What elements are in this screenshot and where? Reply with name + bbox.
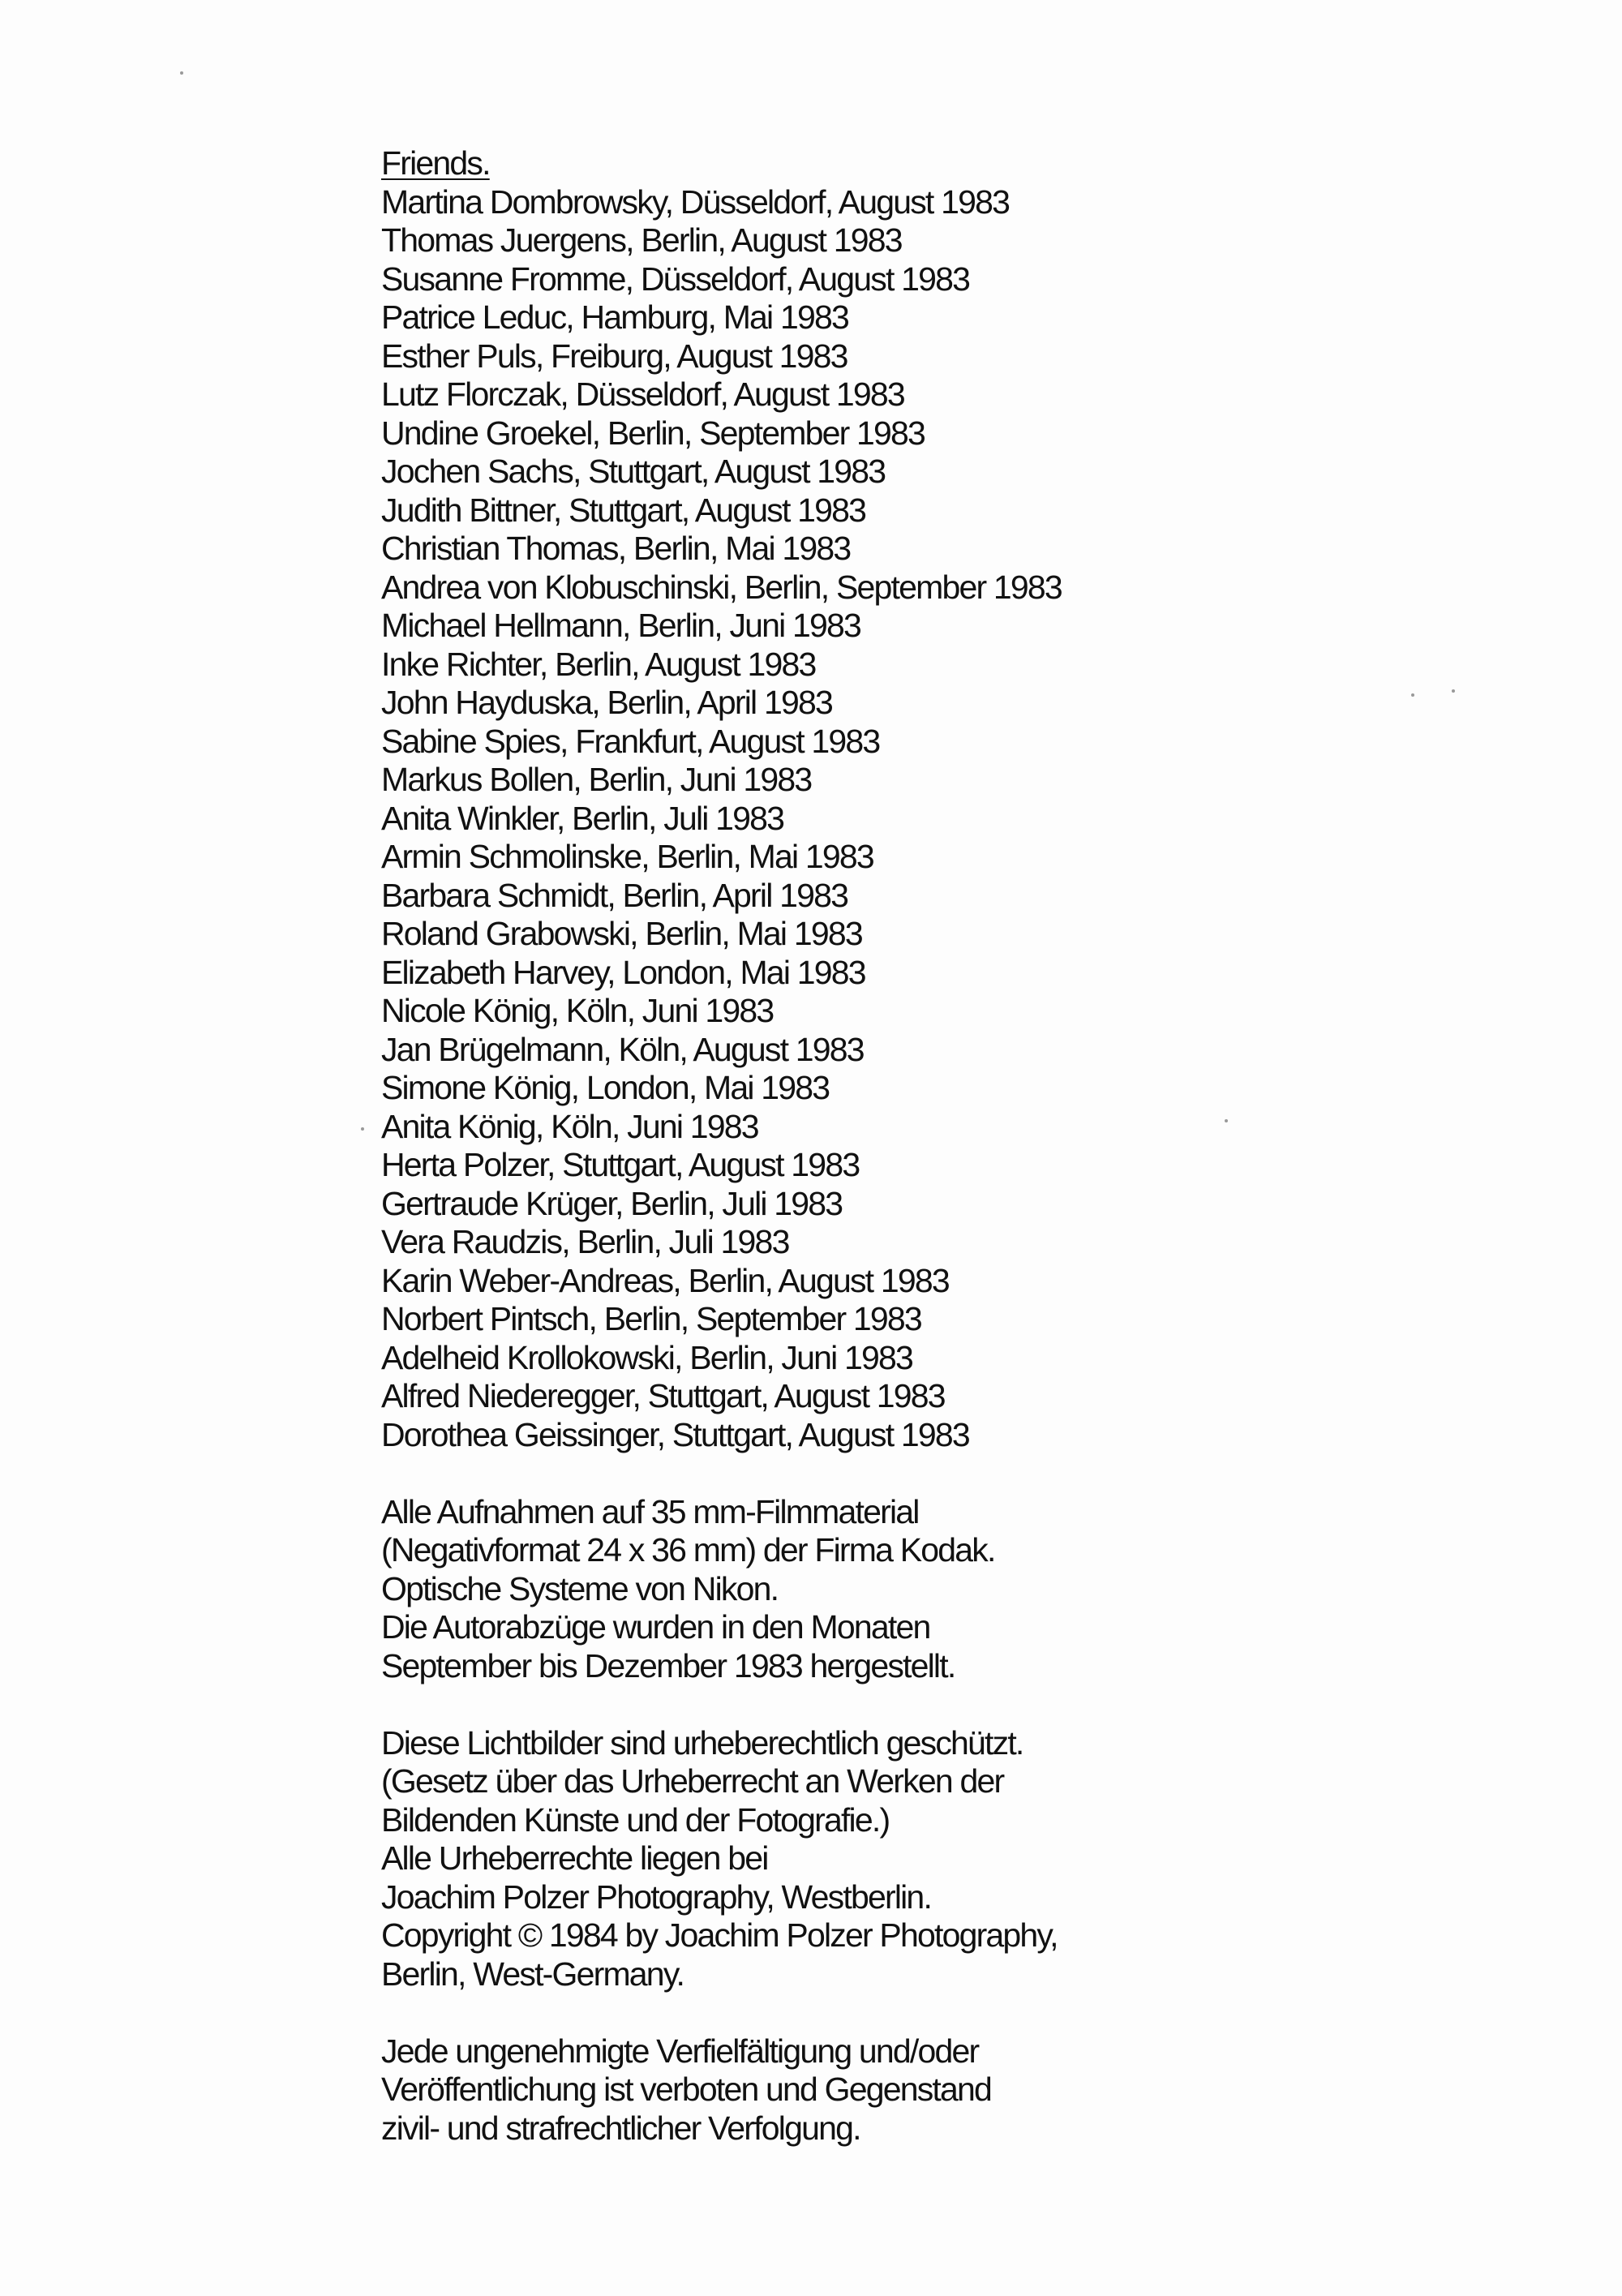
reproduction-notice-paragraph bbox=[381, 2032, 1062, 2148]
paragraph-line: Alle Urheberrechte liegen bei bbox=[381, 1839, 768, 1877]
friend-entry: Judith Bittner, Stuttgart, August 1983 bbox=[381, 491, 866, 529]
friend-entry: Undine Groekel, Berlin, September 1983 bbox=[381, 414, 925, 452]
paragraph-line: Veröffentlichung ist verboten und Gegenstand bbox=[381, 2071, 992, 2108]
friend-entry: Anita Winkler, Berlin, Juli 1983 bbox=[381, 799, 784, 837]
paragraph-line: zivil- und strafrechtlicher Verfolgung. bbox=[381, 2109, 860, 2147]
friend-entry: Andrea von Klobuschinski, Berlin, September 1983 bbox=[381, 568, 1062, 606]
friend-entry: Thomas Juergens, Berlin, August 1983 bbox=[381, 221, 902, 259]
friend-entry: Norbert Pintsch, Berlin, September 1983 bbox=[381, 1300, 921, 1337]
friend-entry: Armin Schmolinske, Berlin, Mai 1983 bbox=[381, 838, 873, 875]
friend-entry: Jan Brügelmann, Köln, August 1983 bbox=[381, 1030, 864, 1068]
dust-speck bbox=[1411, 693, 1414, 697]
friend-entry: Martina Dombrowsky, Düsseldorf, August 1983 bbox=[381, 182, 1010, 221]
dust-speck bbox=[361, 1127, 364, 1131]
friend-entry: Jochen Sachs, Stuttgart, August 1983 bbox=[381, 453, 886, 490]
paragraph-line: Optische Systeme von Nikon. bbox=[381, 1569, 779, 1607]
friend-entry: Elizabeth Harvey, London, Mai 1983 bbox=[381, 953, 865, 991]
dust-speck bbox=[1452, 689, 1455, 693]
friend-entry: Susanne Fromme, Düsseldorf, August 1983 bbox=[381, 260, 970, 298]
paragraph-line: Alle Aufnahmen auf 35 mm-Filmmaterial bbox=[381, 1492, 919, 1530]
friend-entry: Christian Thomas, Berlin, Mai 1983 bbox=[381, 530, 851, 567]
copyright-paragraph bbox=[381, 1724, 1062, 1994]
spacer bbox=[381, 1454, 1062, 1493]
friend-entry: John Hayduska, Berlin, April 1983 bbox=[381, 684, 832, 721]
friend-entry: Simone König, London, Mai 1983 bbox=[381, 1069, 830, 1106]
friend-entry: Alfred Niederegger, Stuttgart, August 1983 bbox=[381, 1377, 945, 1414]
paragraph-line: Berlin, West-Germany. bbox=[381, 1955, 684, 1993]
friend-entry: Michael Hellmann, Berlin, Juni 1983 bbox=[381, 607, 861, 644]
friend-entry: Dorothea Geissinger, Stuttgart, August 1983 bbox=[381, 1415, 969, 1453]
paragraph-line: September bis Dezember 1983 hergestellt. bbox=[381, 1646, 955, 1684]
friend-entry: Vera Raudzis, Berlin, Juli 1983 bbox=[381, 1223, 789, 1260]
paragraph-line: Joachim Polzer Photography, Westberlin. bbox=[381, 1878, 932, 1916]
friend-entry: Herta Polzer, Stuttgart, August 1983 bbox=[381, 1146, 860, 1183]
friend-entry: Adelheid Krollokowski, Berlin, Juni 1983 bbox=[381, 1338, 913, 1376]
paragraph-line: Bildenden Künste und der Fotografie.) bbox=[381, 1800, 890, 1839]
dust-speck bbox=[1225, 1119, 1228, 1122]
paragraph-line: (Negativformat 24 x 36 mm) der Firma Kodak. bbox=[381, 1531, 995, 1569]
friend-entry: Gertraude Krüger, Berlin, Juli 1983 bbox=[381, 1184, 843, 1222]
friend-entry: Barbara Schmidt, Berlin, April 1983 bbox=[381, 876, 848, 914]
friend-entry: Nicole König, Köln, Juni 1983 bbox=[381, 992, 774, 1029]
dust-speck bbox=[180, 71, 183, 75]
friend-entry: Patrice Leduc, Hamburg, Mai 1983 bbox=[381, 298, 848, 336]
film-material-paragraph bbox=[381, 1493, 1062, 1686]
friend-entry: Roland Grabowski, Berlin, Mai 1983 bbox=[381, 915, 862, 952]
friend-entry: Lutz Florczak, Düsseldorf, August 1983 bbox=[381, 376, 904, 413]
paragraph-line: Diese Lichtbilder sind urheberechtlich geschützt. bbox=[381, 1723, 1023, 1762]
friend-entry: Karin Weber-Andreas, Berlin, August 1983 bbox=[381, 1261, 949, 1299]
friend-entry: Sabine Spies, Frankfurt, August 1983 bbox=[381, 722, 880, 760]
page-title: Friends. bbox=[381, 144, 490, 182]
spacer bbox=[381, 1993, 1062, 2032]
credits-page bbox=[381, 144, 1062, 2148]
friend-entry: Markus Bollen, Berlin, Juni 1983 bbox=[381, 761, 812, 798]
friend-entry: Esther Puls, Freiburg, August 1983 bbox=[381, 337, 847, 375]
friend-entry: Anita König, Köln, Juni 1983 bbox=[381, 1107, 758, 1145]
paragraph-line: Die Autorabzüge wurden in den Monaten bbox=[381, 1608, 930, 1646]
friends-list bbox=[381, 183, 1062, 1455]
spacer bbox=[381, 1685, 1062, 1724]
paragraph-line: Jede ungenehmigte Verfielfältigung und/oder bbox=[381, 2032, 979, 2070]
friend-entry: Inke Richter, Berlin, August 1983 bbox=[381, 645, 816, 683]
paragraph-line: Copyright © 1984 by Joachim Polzer Photography, bbox=[381, 1916, 1058, 1954]
paragraph-line: (Gesetz über das Urheberrecht an Werken der bbox=[381, 1762, 1004, 1800]
